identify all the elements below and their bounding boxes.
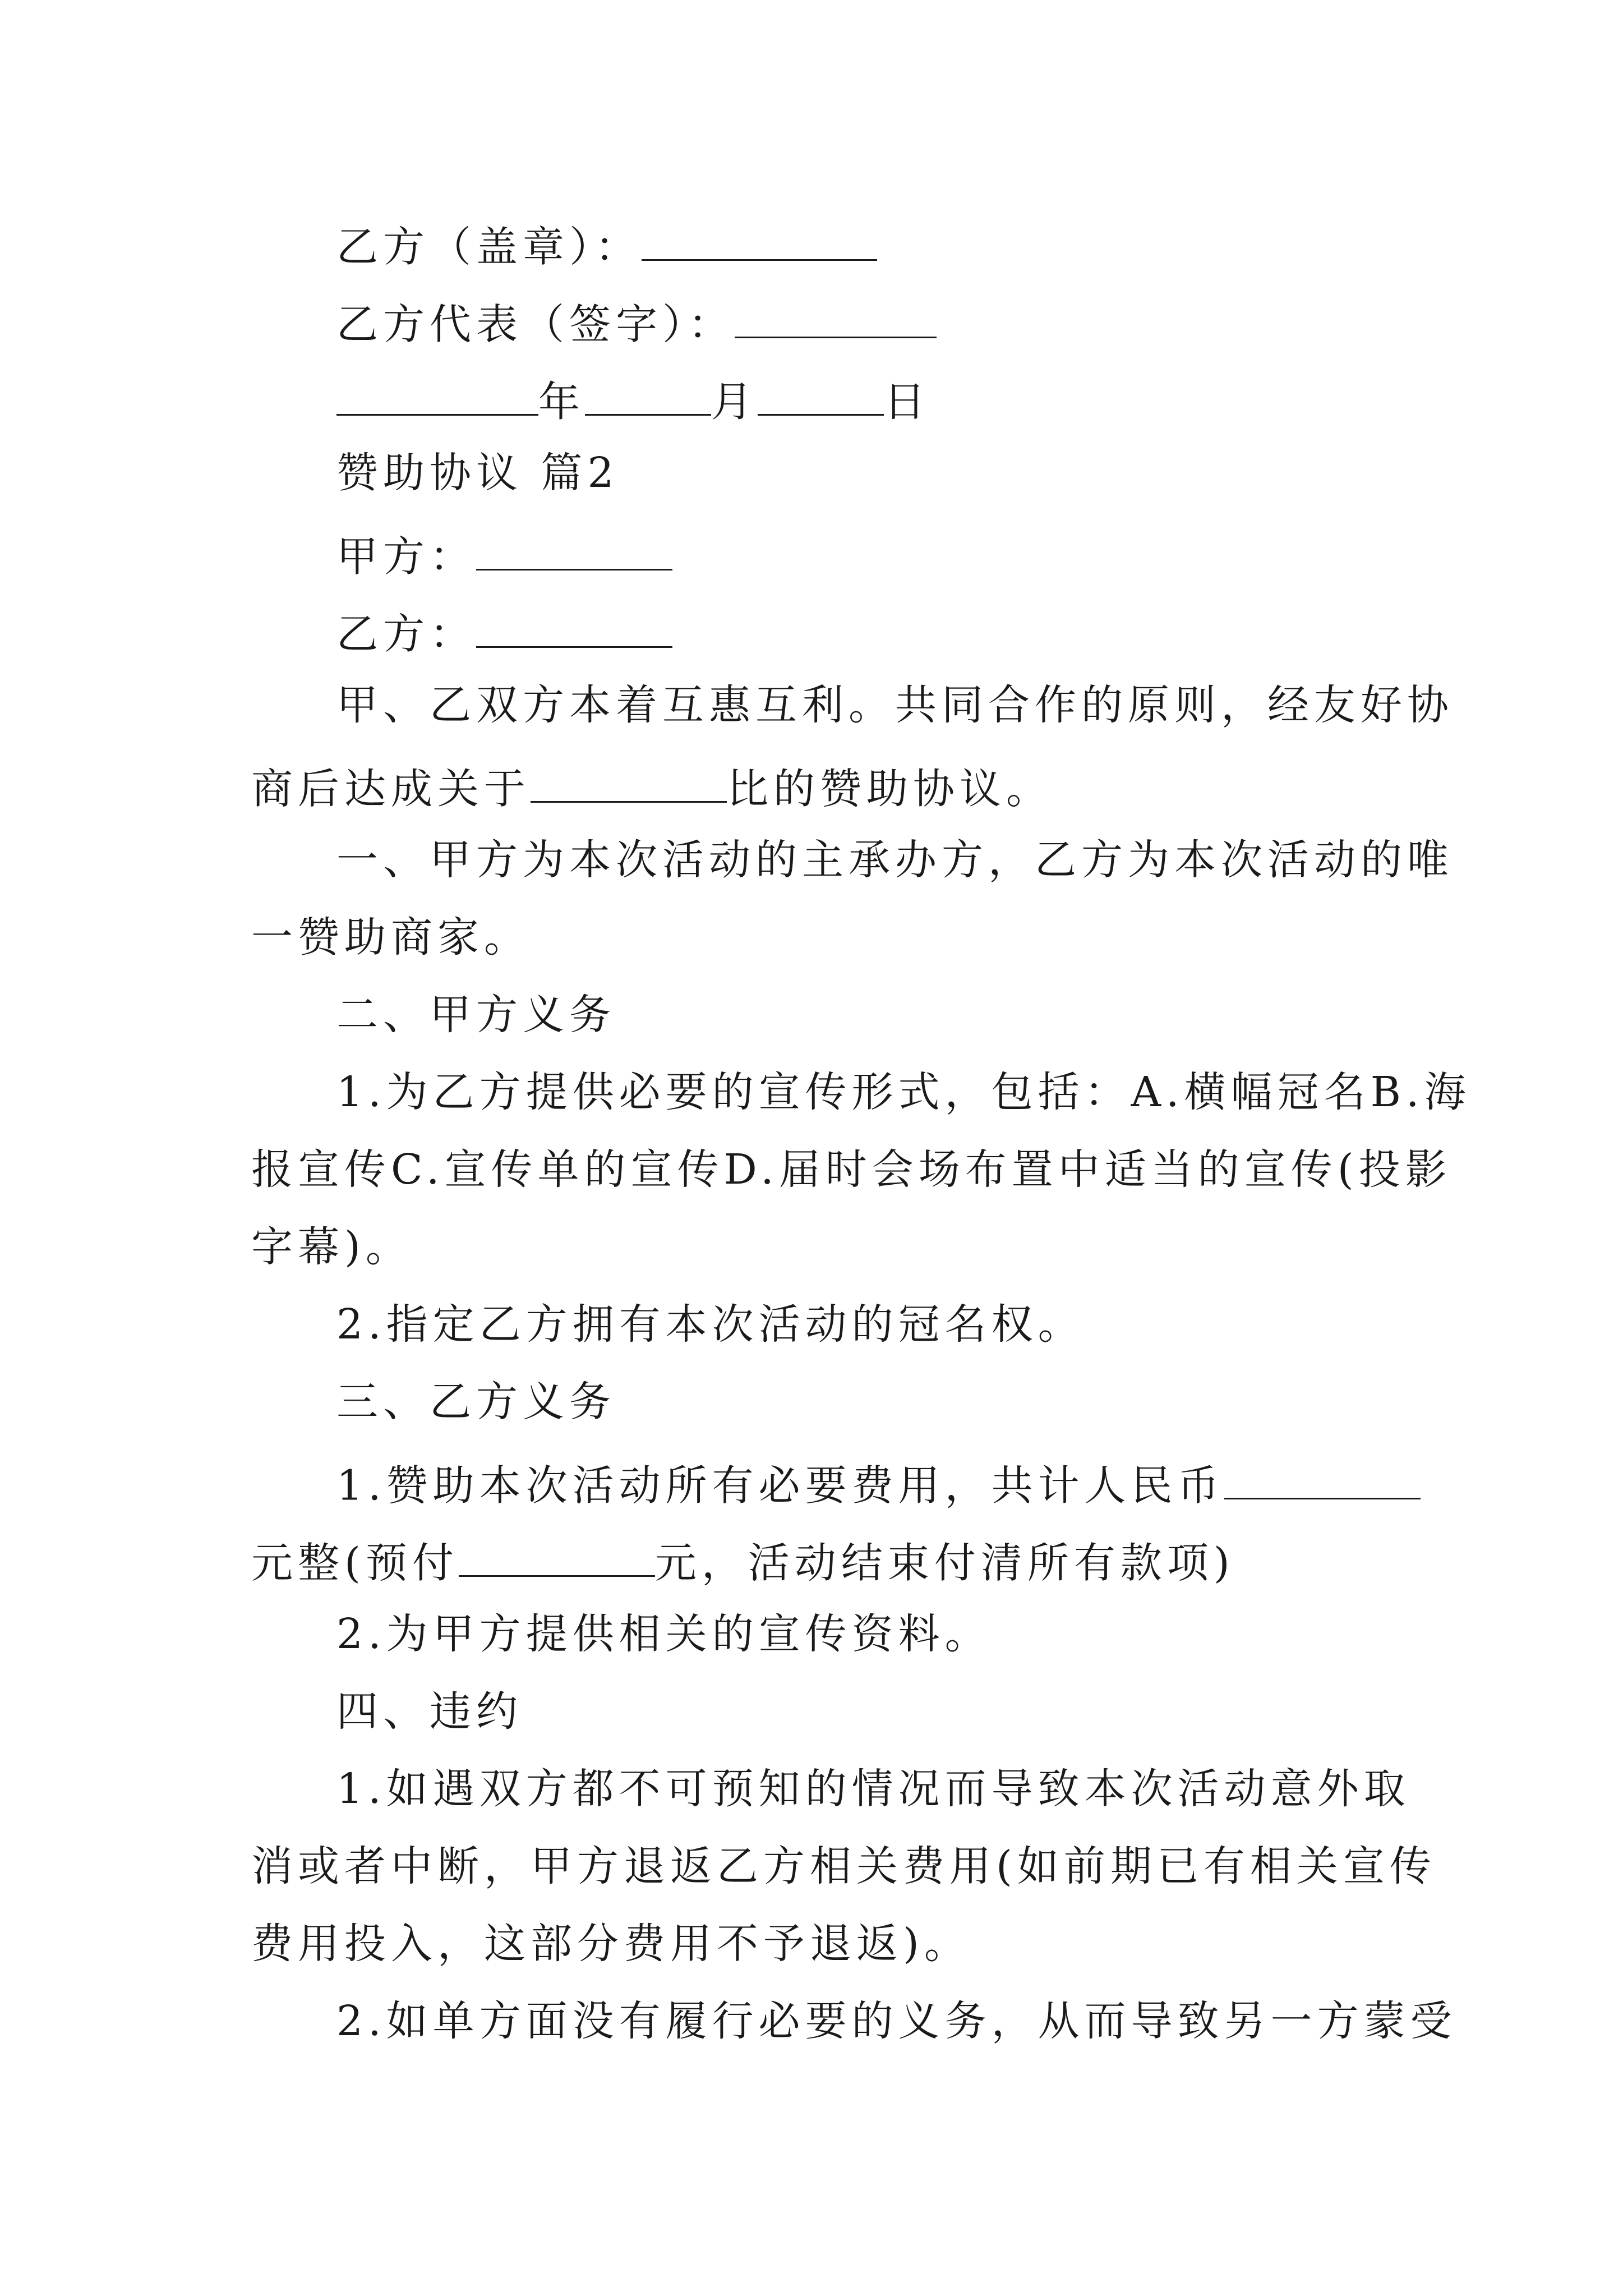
clause3-title: 三、乙方义务 [336,1378,616,1426]
partyb-seal-label: 乙方（盖章）： [336,223,642,272]
clause2-item1-line-2: 报宣传C.宣传单的宣传D.届时会场布置中适当的宣传(投影 [251,1145,1452,1194]
clause3-item1-line-2 [251,1536,1235,1588]
party-a-blank [476,530,672,570]
date-line [336,375,930,426]
partyb-rep-blank [735,297,937,338]
party-b-line [336,607,672,659]
intro-line-1: 甲、乙双方本着互惠互利。共同合作的原则，经友好协 [336,681,1454,729]
year-label: 年 [538,378,585,426]
clause3-item1-line-2-b: 元，活动结束付清所有款项) [654,1539,1235,1588]
clause3-item1-line-1 [336,1458,1421,1510]
month-blank [585,375,711,416]
prepay-blank [459,1536,655,1577]
partyb-rep-line [336,297,937,349]
party-a-line [336,530,672,581]
clause2-title: 二、甲方义务 [336,991,616,1039]
clause4-item1-line-2: 消或者中断，甲方退返乙方相关费用(如前期已有相关宣传 [251,1842,1436,1890]
day-label: 日 [884,378,930,426]
intro-line-2 [251,762,1053,813]
clause4-item2-line-1: 2.如单方面没有履行必要的义务，从而导致另一方蒙受 [336,1997,1457,2045]
partyb-seal-blank [642,220,877,261]
intro-blank [531,762,727,803]
clause4-item1-line-3: 费用投入，这部分费用不予退返)。 [251,1920,971,1968]
clause2-item1-line-3: 字幕)。 [251,1223,412,1271]
clause3-item1-line-2-a: 元整(预付 [251,1539,459,1588]
day-blank [758,375,884,416]
clause1-line-1: 一、甲方为本次活动的主承办方，乙方为本次活动的唯 [336,836,1454,884]
intro-line-2-b: 比的赞助协议。 [727,765,1053,813]
clause4-item1-line-1: 1.如遇双方都不可预知的情况而导致本次活动意外取 [336,1765,1410,1813]
party-b-blank [476,607,672,648]
clause2-item2: 2.指定乙方拥有本次活动的冠名权。 [336,1300,1085,1349]
month-label: 月 [711,378,758,426]
amount-blank [1224,1458,1421,1499]
intro-line-2-a: 商后达成关于 [251,765,531,813]
clause3-item1-text: 1.赞助本次活动所有必要费用，共计人民币 [336,1461,1224,1510]
party-a-label: 甲方： [336,532,476,581]
clause4-title: 四、违约 [336,1687,523,1736]
party-b-label: 乙方： [336,610,476,659]
year-blank [336,375,538,416]
partyb-seal-line [336,220,877,272]
clause2-item1-line-1: 1.为乙方提供必要的宣传形式，包括：A.横幅冠名B.海 [336,1068,1471,1116]
section-title: 赞助协议 篇2 [336,449,619,497]
clause1-line-2: 一赞助商家。 [251,913,531,961]
clause3-item2: 2.为甲方提供相关的宣传资料。 [336,1610,992,1658]
partyb-rep-label: 乙方代表（签字）： [336,300,735,349]
